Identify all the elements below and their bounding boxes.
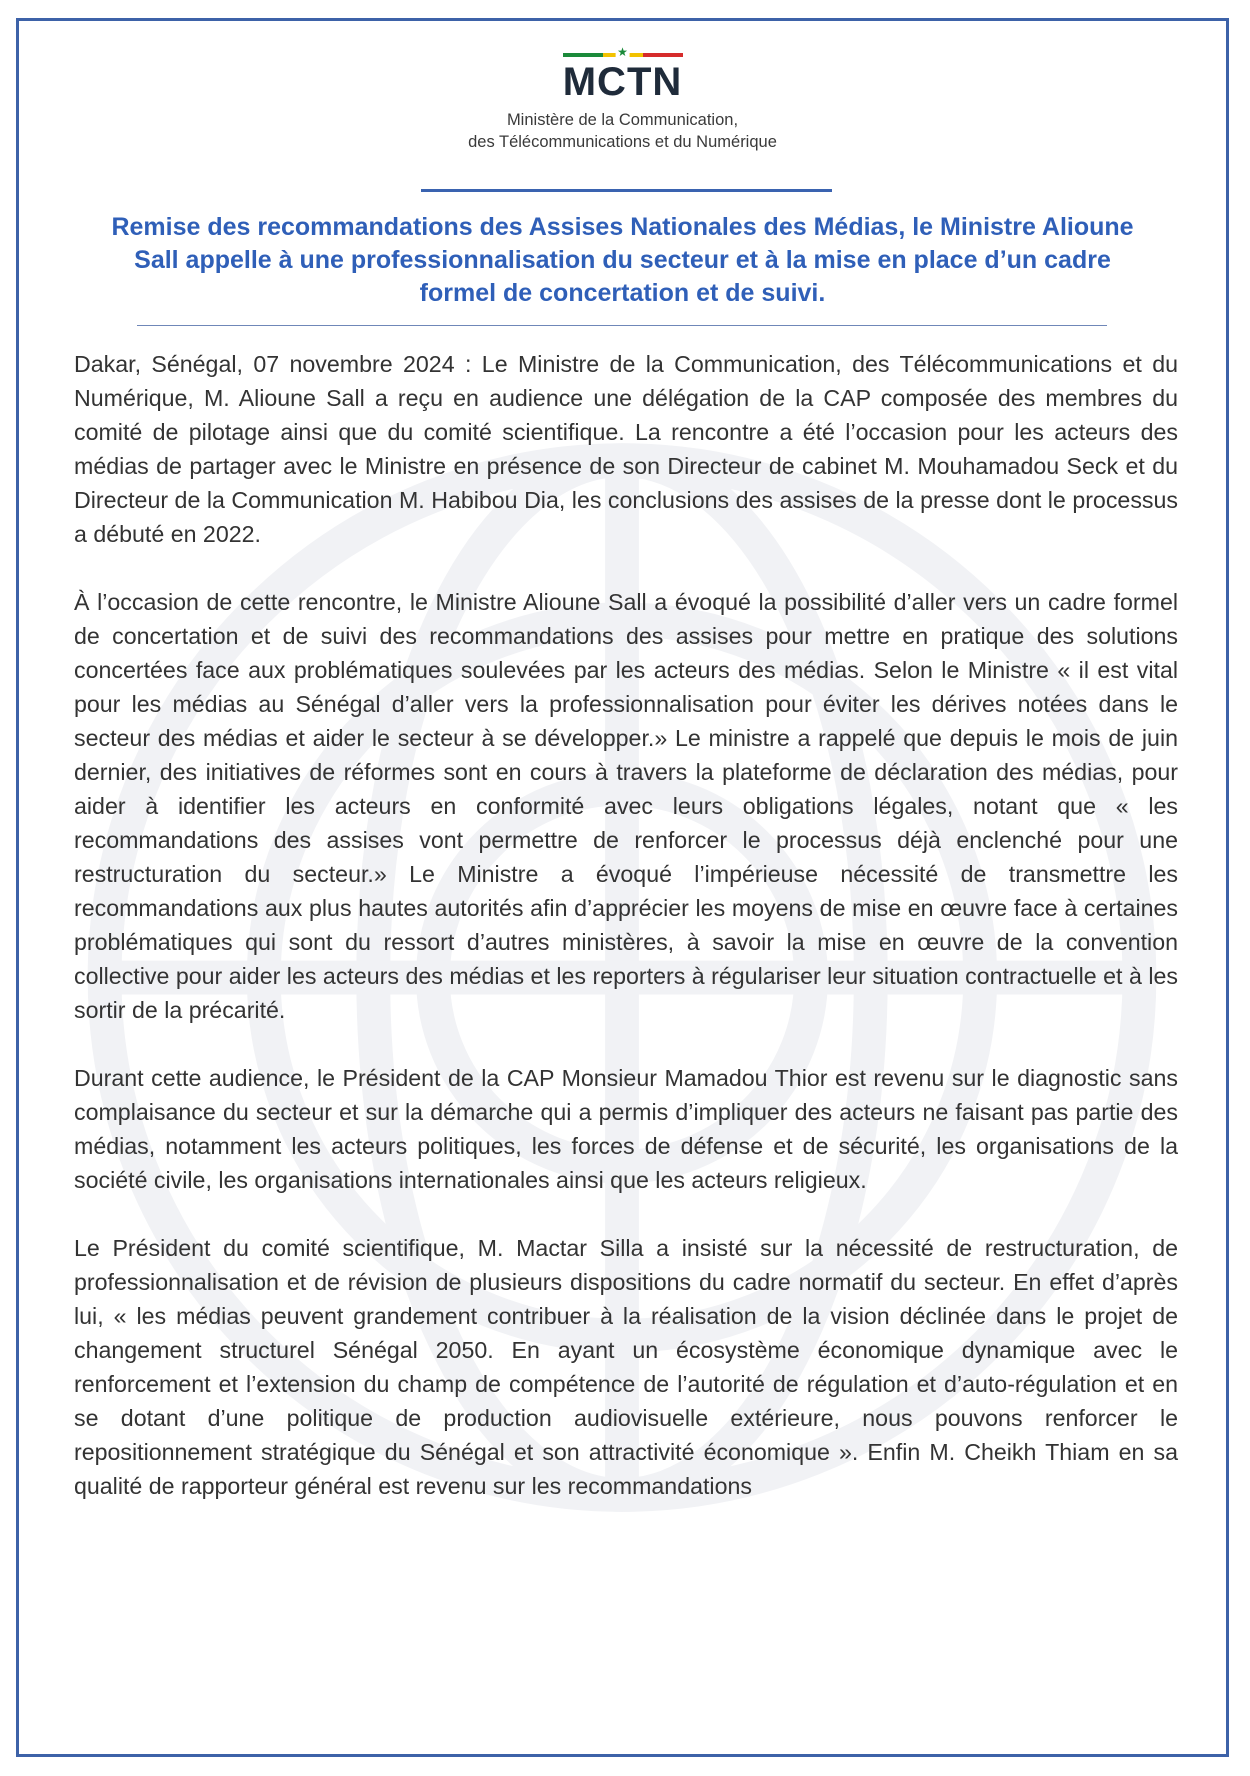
- ministry-name-line-1: Ministère de la Communication,: [506, 111, 739, 129]
- header-divider: [421, 189, 832, 192]
- flag-stripe-green: [563, 53, 603, 57]
- paragraph-3: Durant cette audience, le Président de la CAP Monsieur Mamadou Thior est revenu sur le diagnostic sans complaisance du secteur et sur la démarche qui a permis d’impliquer des acteurs ne faisant pas partie des médias, notamment les acteurs politiques, les forces de défense et de sécurité, les organisations de la société civile, les organisations internationales ainsi que les acteurs religieux.: [74, 1065, 1178, 1193]
- paragraph-1: Dakar, Sénégal, 07 novembre 2024 : Le Ministre de la Communication, des Télécommunications et du Numérique, M. Alioune Sall a reçu en audience une délégation de la CAP composée des membres du comité de pilotage ainsi que du comité scientifique. La rencontre a été l’occasion pour les acteurs des médias de partager avec le Ministre en présence de son Directeur de cabinet M. Mouhamadou Seck et du Directeur de la Communication M. Habibou Dia, les conclusions des assises de la presse dont le processus a débuté en 2022.: [74, 351, 1178, 547]
- logo-wordmark: MCTN: [562, 60, 683, 104]
- star-icon: ★: [617, 45, 628, 59]
- mctn-logo: [19, 45, 1226, 153]
- senegal-flag-bar: [563, 45, 683, 59]
- document-frame: [16, 18, 1229, 1757]
- ministry-name-line-2: des Télécommunications et du Numérique: [468, 133, 777, 151]
- ministry-name: [19, 109, 1226, 153]
- press-release-body: [74, 347, 1178, 1537]
- title-divider: [137, 325, 1107, 326]
- flag-stripe-red: [643, 53, 683, 57]
- press-release-title: Remise des recommandations des Assises Nationales des Médias, le Ministre Alioune Sall appelle à une professionnalisation du secteur et à la mise en place d’un cadre formel de concertation et de suivi.: [111, 213, 1134, 307]
- paragraph-2: À l’occasion de cette rencontre, le Ministre Alioune Sall a évoqué la possibilité d’aller vers un cadre formel de concertation et de suivi des recommandations des assises pour mettre en pratique des solutions concertées face aux problématiques soulevées par les acteurs des médias. Selon le Ministre « il est vital pour les médias au Sénégal d’aller vers la professionnalisation pour éviter les dérives notées dans le secteur des médias et aider le secteur à se développer.» Le ministre a rappelé que depuis le mois de juin dernier, des initiatives de réformes sont en cours à travers la plateforme de déclaration des médias, pour aider à identifier les acteurs en conformité avec leurs obligations légales, notant que « les recommandations des assises vont permettre de renforcer le processus déjà enclenché pour une restructuration du secteur.» Le Ministre a évoqué l’impérieuse nécessité de transmettre les recommandations aux plus hautes autorités afin d’apprécier les moyens de mise en œuvre face à certaines problématiques qui sont du ressort d’autres ministères, à savoir la mise en œuvre de la convention collective pour aider les acteurs des médias et les reporters à régulariser leur situation contractuelle et à les sortir de la précarité.: [74, 589, 1178, 1023]
- paragraph-4: Le Président du comité scientifique, M. Mactar Silla a insisté sur la nécessité de restructuration, de professionnalisation et de révision de plusieurs dispositions du cadre normatif du secteur. En effet d’après lui, « les médias peuvent grandement contribuer à la réalisation de la vision déclinée dans le projet de changement structurel Sénégal 2050. En ayant un écosystème économique dynamique avec le renforcement et l’extension du champ de compétence de l’autorité de régulation et d’auto-régulation et en se dotant d’une politique de production audiovisuelle extérieure, nous pouvons renforcer le repositionnement stratégique du Sénégal et son attractivité économique ». Enfin M. Cheikh Thiam en sa qualité de rapporteur général est revenu sur les recommandations: [74, 1235, 1178, 1499]
